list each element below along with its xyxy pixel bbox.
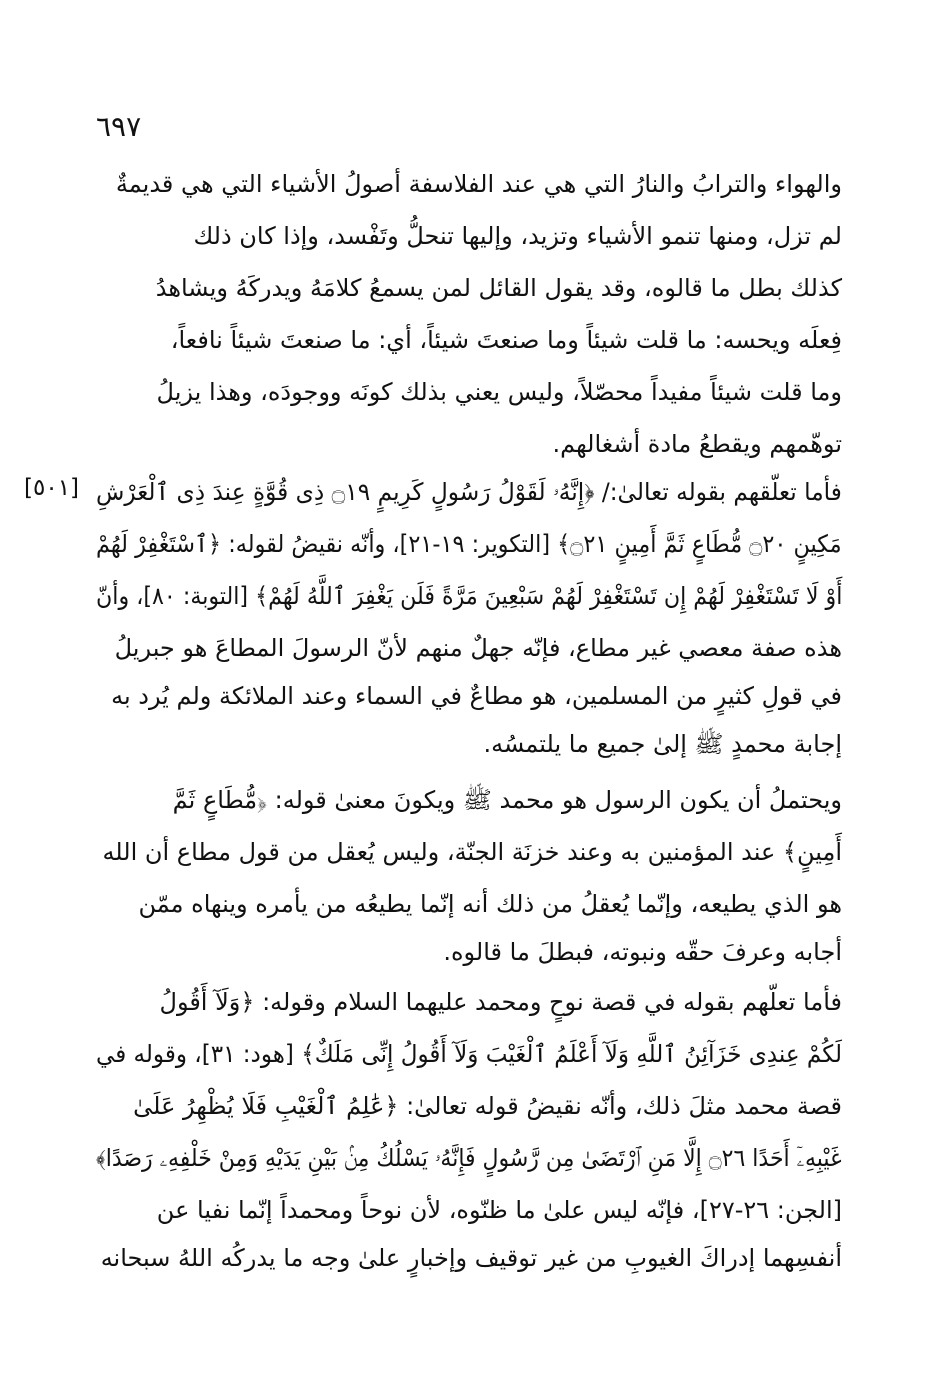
text-line: [الجن: ٢٦-٢٧]، فإنّه ليس علىٰ ما ظنّوه، لأن نوحاً ومحمداً إنّما نفيا عن <box>156 1196 842 1224</box>
text-line: في قولِ كثيرٍ من المسلمين، هو مطاعٌ في السماء وعند الملائكة ولم يُرد به <box>111 682 842 710</box>
text-line: ويحتملُ أن يكون الرسول هو محمد ﷺ ويكونَ معنىٰ قوله: ﴿مُّطَاعٍ ثَمَّ <box>172 786 842 814</box>
text-line: كذلك بطل ما قالوه، وقد يقول القائل لمن يسمعُ كلامَهُ ويدركَهُ ويشاهدُ <box>155 274 842 302</box>
text-line: لَكُمْ عِندِى خَزَآئِنُ ٱللَّهِ وَلَآ أَعْلَمُ ٱلْغَيْبَ وَلَآ أَقُولُ إِنِّى مَلَكٌ﴾ [هود: ٣١]، وقوله في <box>95 1040 842 1068</box>
text-line: مَكِينٍ ۝٢٠ مُّطَاعٍ ثَمَّ أَمِينٍ ۝٢١﴾ [التكوير: ١٩-٢١]، وأنّه نقيضُ لقوله: ﴿ٱسْتَغْفِرْ لَهُمْ <box>96 530 842 558</box>
text-line: فأما تعلّهم بقوله في قصة نوحٍ ومحمد عليهما السلام وقوله: ﴿وَلَآ أَقُولُ <box>159 988 842 1016</box>
text-line: وما قلت شيئاً مفيداً محصّلاً، وليس يعني بذلك كونَه ووجودَه، وهذا يزيلُ <box>156 378 842 406</box>
text-line: أنفسِهما إدراكَ الغيوبِ من غير توقيف وإخبارٍ علىٰ وجه ما يدركُه اللهُ سبحانه <box>100 1244 842 1272</box>
text-line: إجابة محمدٍ ﷺ إلىٰ جميع ما يلتمسُه. <box>483 730 842 758</box>
text-line: قصة محمد مثلَ ذلك، وأنّه نقيضُ قوله تعالىٰ: ﴿عَٰلِمُ ٱلْغَيْبِ فَلَا يُظْهِرُ عَلَىٰ <box>133 1092 842 1120</box>
margin-reference: [٥٠١] <box>24 475 80 501</box>
text-line: أجابه وعرفَ حقّه ونبوته، فبطلَ ما قالوه. <box>443 938 842 966</box>
text-line: فِعلَه ويحسه: ما قلت شيئاً وما صنعتَ شيئاً، أي: ما صنعتَ شيئاً نافعاً، <box>170 326 842 354</box>
text-line: هذه صفة معصي غير مطاع، فإنّه جهلٌ منهم لأنّ الرسولَ المطاعَ هو جبريلُ <box>114 634 842 662</box>
text-line: أَوْ لَا تَسْتَغْفِرْ لَهُمْ إِن تَسْتَغْفِرْ لَهُمْ سَبْعِينَ مَرَّةً فَلَن يَغْفِرَ ٱللَّهُ لَهُمْ﴾ [التوبة: ٨٠]، وأنّ <box>95 582 842 610</box>
text-line: توهّمهم ويقطعُ مادة أشغالهم. <box>552 430 842 458</box>
text-line: والهواء والترابُ والنارُ التي هي عند الفلاسفة أصولُ الأشياء التي هي قديمةٌ <box>115 170 842 198</box>
text-line: فأما تعلّقهم بقوله تعالىٰ:/ ﴿إِنَّهُۥ لَقَوْلُ رَسُولٍ كَرِيمٍ ۝١٩ ذِى قُوَّةٍ عِندَ ذِى ٱلْعَرْشِ <box>96 478 842 506</box>
page-number: ٦٩٧ <box>96 110 142 143</box>
text-line: لم تزل، ومنها تنمو الأشياء وتزيد، وإليها تنحلُّ وتَفْسد، وإذا كان ذلك <box>193 222 842 250</box>
text-line: أَمِينٍ﴾ عند المؤمنين به وعند خزنَة الجنّة، وليس يُعقل من قول مطاع أن الله <box>102 838 842 866</box>
text-line: غَيْبِهِۦٓ أَحَدًا ۝٢٦ إِلَّا مَنِ ٱرْتَضَىٰ مِن رَّسُولٍ فَإِنَّهُۥ يَسْلُكُ مِنۢ بَيْنِ يَدَيْهِ وَمِنْ خَلْفِهِۦ رَصَدًا﴾ <box>96 1144 842 1172</box>
text-line: هو الذي يطيعه، وإنّما يُعقلُ من ذلك أنه إنّما يطيعُه من يأمره وينهاه ممّن <box>138 890 842 918</box>
